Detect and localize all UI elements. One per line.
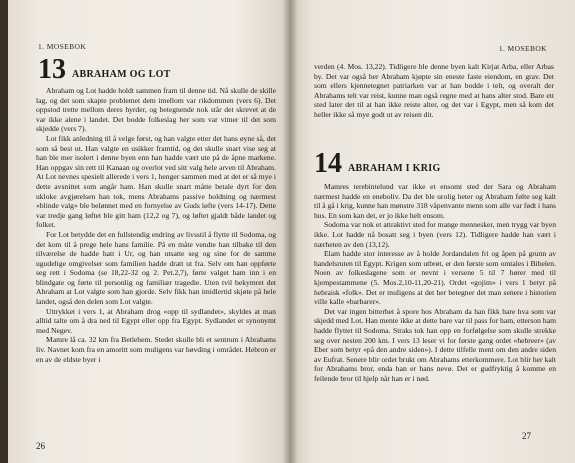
left-page bbox=[8, 0, 290, 463]
paragraph: Mamres terebintelund var ikke et ensomt sted der Sara og Abraham nærmest hadde en eneboliv. Da det ble urolig heter og Abraham følte seg kalt til å gå i krig, kunne han mønstre 318 våpenvante menn som alle var født i hans hus. En som kan det, er jo ikke helt ensom. bbox=[314, 182, 556, 220]
chapter-number: 14 bbox=[314, 148, 342, 179]
paragraph: verden (4. Mos. 13,22). Tidligere ble denne byen kalt Kirjat Arba, eller Arbas by. Det var også her Abraham kjøpte sin eneste faste eiendom, en grav. Det som ellers kjennetegnet patriarken var at han bodde i telt, og overalt der Abrahams telt var reist, kunne man også regne med at hans alter stod. Bare ett sted later det til at han ikke reiste alter, og det var i Egypt, men så kom det heller ikke så mye godt ut av reisen dit. bbox=[314, 62, 554, 119]
body-text bbox=[36, 86, 276, 364]
page-number: 27 bbox=[522, 431, 531, 441]
paragraph: For Lot betydde det en fullstendig endring av livsstil å flytte til Sodoma, og det kom til å prege hele hans familie. På en måte vendte han tilbake til den tilværelse de hadde hatt i Ur, og han utsatte seg og sine for de samme ugudelige omgivelser som familien hadde dratt ut fra. Selv om han oppførte seg rett i Sodoma (se 18,22-32 og 2. Pet.2,7), førte valget ham inn i en blindgate og førte til personlig og familiær tragedie. Uten tvil bekymret det Abraham at Lot valgte som han gjorde. Selv fikk han imidlertid skjøte på hele landet, også den delen som Lot valgte. bbox=[36, 229, 276, 307]
paragraph: Sodoma var nok et attraktivt sted for mange mennesker, men trygg var byen ikke. Lot hadde nå bosatt seg i byen (vers 12). Tidligere hadde han vært i nærheten av den (13,12). bbox=[314, 220, 556, 249]
chapter-number: 13 bbox=[38, 54, 66, 85]
chapter-heading bbox=[314, 150, 441, 178]
running-head: 1. MOSEBOK bbox=[38, 42, 87, 51]
chapter-heading bbox=[38, 56, 171, 84]
paragraph: Mamre lå ca. 32 km fra Betlehem. Stedet skulle bli et sentrum i Abrahams liv. Navnet kom fra en amoritt som muligens var høvding i området. Hebron er en av de eldste byer i bbox=[36, 335, 276, 364]
paragraph: Abraham og Lot hadde holdt sammen fram til denne tid. Nå skulle de skille lag, og det som skapte problemet dem imellom var rikdommen (vers 6). Det oppstod trette mellom deres hyrder, og betegnende nok står det skrevet at de var ikke alene i landet. Det bodde folkeslag her som var vitner til det som skjedde (vers 7). bbox=[36, 86, 276, 134]
page-number: 26 bbox=[36, 441, 45, 451]
paragraph: Uttrykket i vers 1, at Abraham drog «opp til sydlandet», skyldes at man alltid talte om å dra ned til Egypt eller opp fra Egypt. Sydlandet er synonymt med Negev. bbox=[36, 306, 276, 335]
right-page bbox=[290, 0, 575, 463]
paragraph: Det var ingen bitterhet å spore hos Abraham da han fikk bare hva som var skjedd med Lot. Han mente ikke at dette bare var til pass for ham, etterson ham hadde flyttet til Sodoma. Straks tok han opp en forfølgelse som skulle strekke seg over nesten 200 km. I vers 13 leser vi for første gang ordet «hebreer» (av Eber som betyr «på den andre siden»). I dette tilfelle ment om den andre siden av Eufrat. Senere blir ordet brukt om Abrahams etterkommere. Lot blir her kalt for Abrahams bror, enda han er hans nevø. Det er gudfryktig å komme en feilende bror til hjelp når han er i nød. bbox=[314, 306, 556, 383]
book-gutter bbox=[282, 0, 298, 463]
running-head: 1. MOSEBOK bbox=[498, 44, 547, 53]
continued-text bbox=[314, 62, 554, 120]
paragraph: Lot fikk anledning til å velge først, og han valgte etter det hans øyne så, det som så best ut. Han valgte en usikker framtid, og det skulle snart vise seg at han ble mer isolert i denne byen enn han hadde vært ute på de åpne markene. Han oppgav sin rett til Kanaan og overlot ved sitt valg hele arven til Abraham. At Lot nevnes spesielt allerede i vers 1, henger sammen med at det er så mye i dette avsnittet som angår ham. Han skulle snart måtte betale dyrt for den ukloke avgjørelsen han tok, mens Abrahams passive holdning og nærmest «blinde valg» ble belønnet med en fornyelse av Guds løfte (vers 14-17). Dette var tredje gang løftet ble gitt ham (12,2 og 7), og løftet gjaldt både landet og folket. bbox=[36, 133, 276, 230]
paragraph: Elam hadde stor interesse av å holde Jordandalen fri og åpen på grunn av handelsruten til Egypt. Krigen som utbrøt, er den første som omtales i Bibelen. Noen av folkeslagene som er nevnt i versene 5 til 7 hører med til kjempestammene (5. Mos.2,10-11,20-21). Ordet «gojim» i vers 1 betyr på hebraisk «folk». Det er muligens at det her betegner det man senere i historien ville kalle «barbarer». bbox=[314, 249, 556, 307]
body-text bbox=[314, 182, 556, 383]
chapter-title: ABRAHAM I KRIG bbox=[348, 163, 441, 174]
chapter-title: ABRAHAM OG LOT bbox=[72, 69, 171, 80]
